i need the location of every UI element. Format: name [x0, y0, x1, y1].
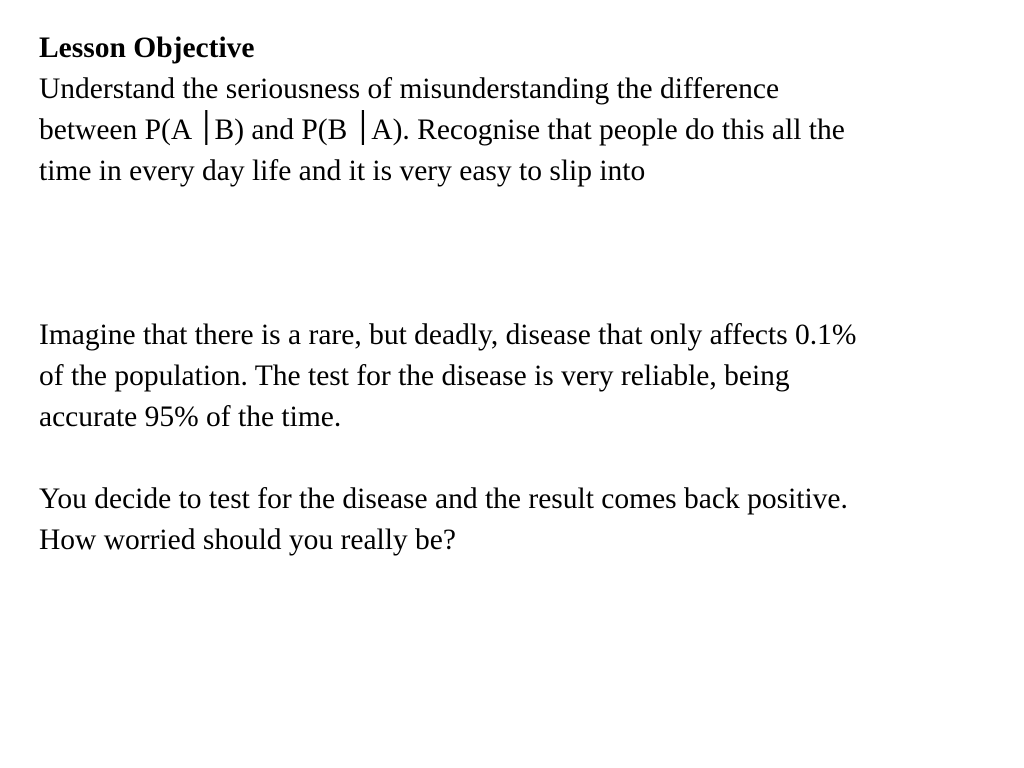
spacer — [39, 192, 999, 315]
scenario-line: Imagine that there is a rare, but deadly, disease that only affects 0.1% — [39, 319, 857, 351]
scenario-text — [39, 315, 999, 438]
scenario-line: accurate 95% of the time. — [39, 401, 342, 433]
objective-title: Lesson Objective — [39, 32, 255, 64]
objective-line: time in every day life and it is very easy to slip into — [39, 155, 646, 187]
scenario-line: of the population. The test for the disease is very reliable, being — [39, 360, 790, 392]
spacer — [39, 438, 999, 479]
objective-line: Understand the seriousness of misunderstanding the difference — [39, 73, 780, 105]
slide-content — [39, 28, 999, 561]
question-line: How worried should you really be? — [39, 524, 456, 556]
objective-line: between P(A ׀B) and P(B ׀A). Recognise that people do this all the — [39, 114, 845, 146]
question-text — [39, 479, 999, 561]
question-line: You decide to test for the disease and the result comes back positive. — [39, 483, 848, 515]
objective-text — [39, 69, 999, 192]
